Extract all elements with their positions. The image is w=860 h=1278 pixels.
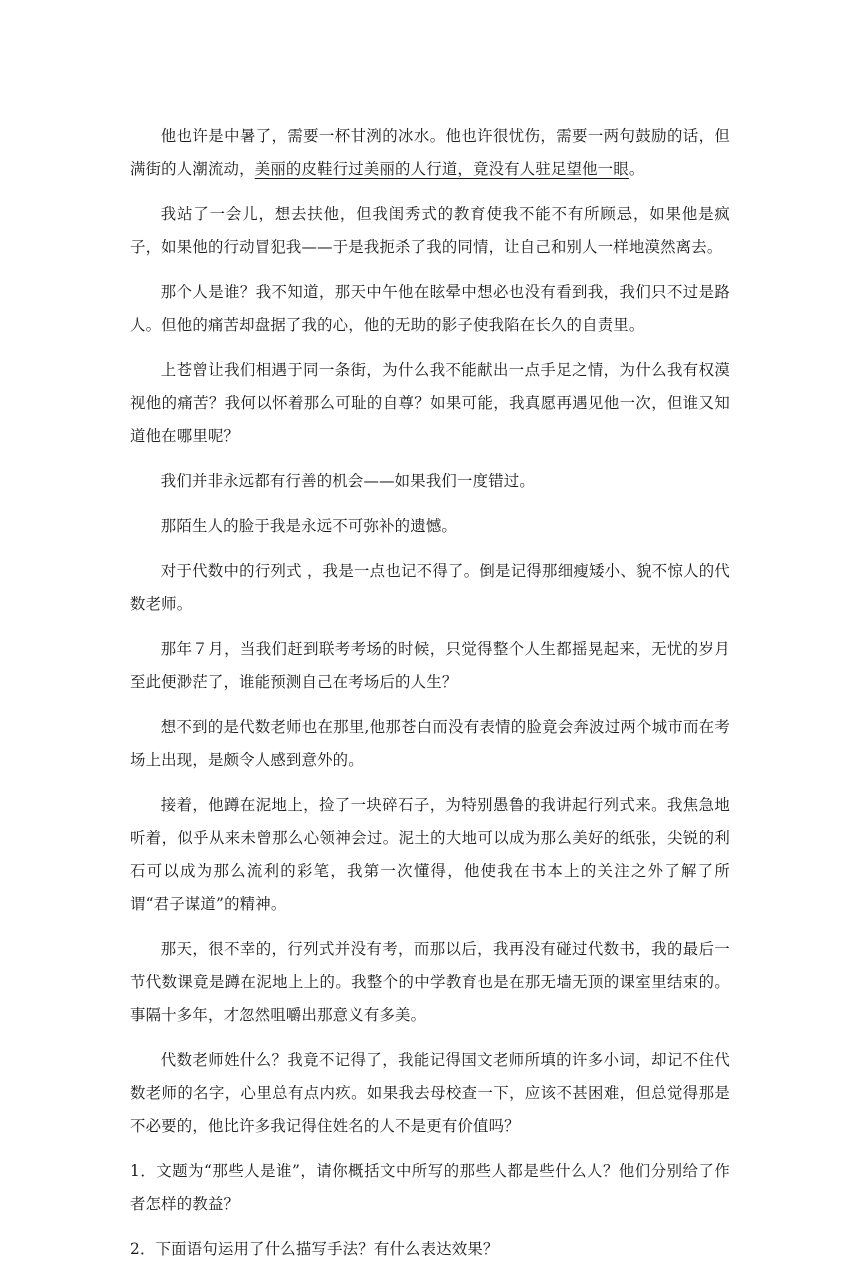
paragraph-1 [130,120,730,186]
paragraph-5: 我们并非永远都有行善的机会——如果我们一度错过。 [160,472,535,490]
paragraph-1-end: 。 [628,160,645,178]
paragraph-2: 我站了一会儿，想去扶他，但我闺秀式的教育使我不能不有所顾忌，如果他是疯子，如果他的行动冒犯我——于是我扼杀了我的同情，让自己和别人一样地漠然离去。 [130,205,730,256]
paragraph-6: 那陌生人的脸于我是永远不可弥补的遗憾。 [160,517,458,535]
paragraph-12: 代数老师姓什么？我竟不记得了，我能记得国文老师所填的许多小词，却记不住代数老师的名字，心里总有点内疚。如果我去母校查一下，应该不甚困难，但总觉得那是不必要的，他比许多我记得住姓名的人不是更有价值吗？ [130,1051,730,1135]
question-2: 2．下面语句运用了什么描写手法？有什么表达效果？ [130,1240,499,1258]
paragraph-9: 想不到的是代数老师也在那里,他那苍白而没有表情的脸竟会奔波过两个城市而在考场上出现，是颇令人感到意外的。 [130,718,730,769]
paragraph-3: 那个人是谁？我不知道，那天中午他在眩晕中想必也没有看到我，我们只不过是路人。但他的痛苦却盘据了我的心，他的无助的影子使我陷在长久的自责里。 [130,283,730,334]
paragraph-10: 接着，他蹲在泥地上，捡了一块碎石子，为特别愚鲁的我讲起行列式来。我焦急地听着，似乎从来未曾那么心领神会过。泥土的大地可以成为那么美好的纸张，尖锐的利石可以成为那么流利的彩笔，我第一次懂得，他使我在书本上的关注之外了解了所谓“君子谋道”的精神。 [130,796,730,913]
underlined-sentence: 美丽的皮鞋行过美丽的人行道，竟没有人驻足望他一眼 [254,160,629,178]
paragraph-8: 那年７月，当我们赶到联考考场的时候，只觉得整个人生都摇晃起来，无忧的岁月至此便渺茫了，谁能预测自己在考场后的人生？ [130,640,730,691]
paragraph-4: 上苍曾让我们相遇于同一条街，为什么我不能献出一点手足之情，为什么我有权漠视他的痛苦？我何以怀着那么可耻的自尊？如果可能，我真愿再遇见他一次，但谁又知道他在哪里呢？ [130,361,730,445]
question-1: 1．文题为“那些人是谁”，请你概括文中所写的那些人都是些什么人？他们分别给了作者怎样的教益？ [130,1162,730,1213]
paragraph-1-text: 他也许是中暑了，需要一杯甘洌的冰水。他也许很忧伤，需要一两句鼓励的话，但满街的人潮流动， [130,127,730,178]
paragraph-11: 那天，很不幸的，行列式并没有考，而那以后，我再没有碰过代数书，我的最后一节代数课竟是蹲在泥地上上的。我整个的中学教育也是在那无墙无顶的课室里结束的。事隔十多年，才忽然咀嚼出那意义有多美。 [130,940,730,1024]
document-page [130,120,730,1278]
paragraph-7: 对于代数中的行列式 ，我是一点也记不得了。倒是记得那细瘦矮小、貌不惊人的代数老师。 [130,562,730,613]
